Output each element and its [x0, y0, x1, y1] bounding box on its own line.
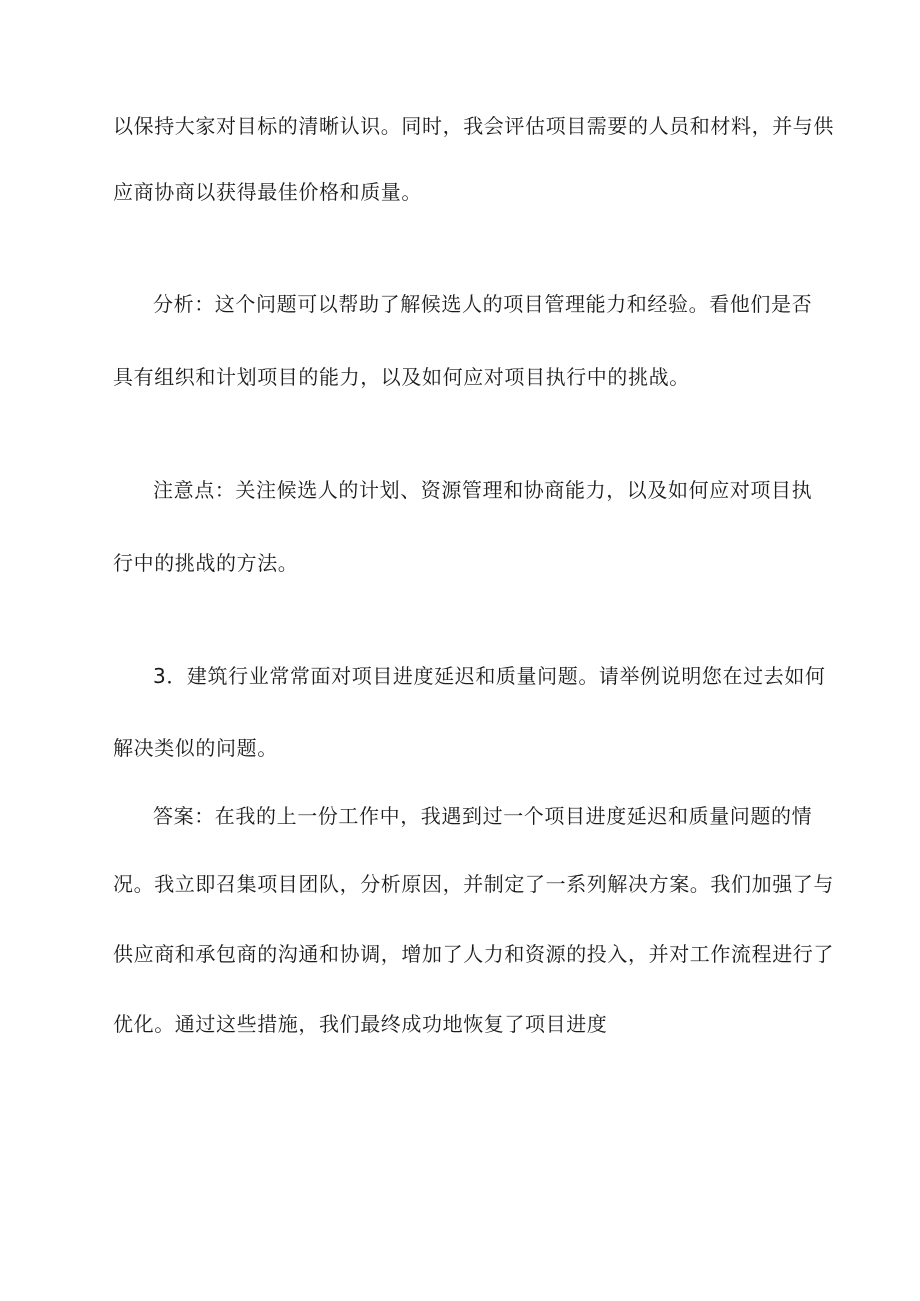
answer-line-1: 答案：在我的上一份工作中，我遇到过一个项目进度延迟和质量问题的情: [153, 804, 813, 828]
answer-line-4: 优化。通过这些措施，我们最终成功地恢复了项目进度: [113, 1012, 608, 1036]
analysis-line-2: 具有组织和计划项目的能力，以及如何应对项目执行中的挑战。: [113, 365, 690, 389]
answer-line-2: 况。我立即召集项目团队，分析原因，并制定了一系列解决方案。我们加强了与: [113, 872, 834, 896]
note-line-1: 注意点：关注候选人的计划、资源管理和协商能力，以及如何应对项目执: [153, 478, 813, 502]
answer-line-3: 供应商和承包商的沟通和协调，增加了人力和资源的投入，并对工作流程进行了: [113, 942, 834, 966]
question-3-line-2: 解决类似的问题。: [113, 736, 278, 760]
question-3-line-1: 3．建筑行业常常面对项目进度延迟和质量问题。请举例说明您在过去如何: [153, 664, 826, 688]
paragraph-1-line-1: 以保持大家对目标的清晰认识。同时，我会评估项目需要的人员和材料，并与供: [113, 114, 834, 138]
analysis-line-1: 分析：这个问题可以帮助了解候选人的项目管理能力和经验。看他们是否: [153, 292, 813, 316]
note-line-2: 行中的挑战的方法。: [113, 551, 299, 575]
paragraph-1-line-2: 应商协商以获得最佳价格和质量。: [113, 180, 422, 204]
